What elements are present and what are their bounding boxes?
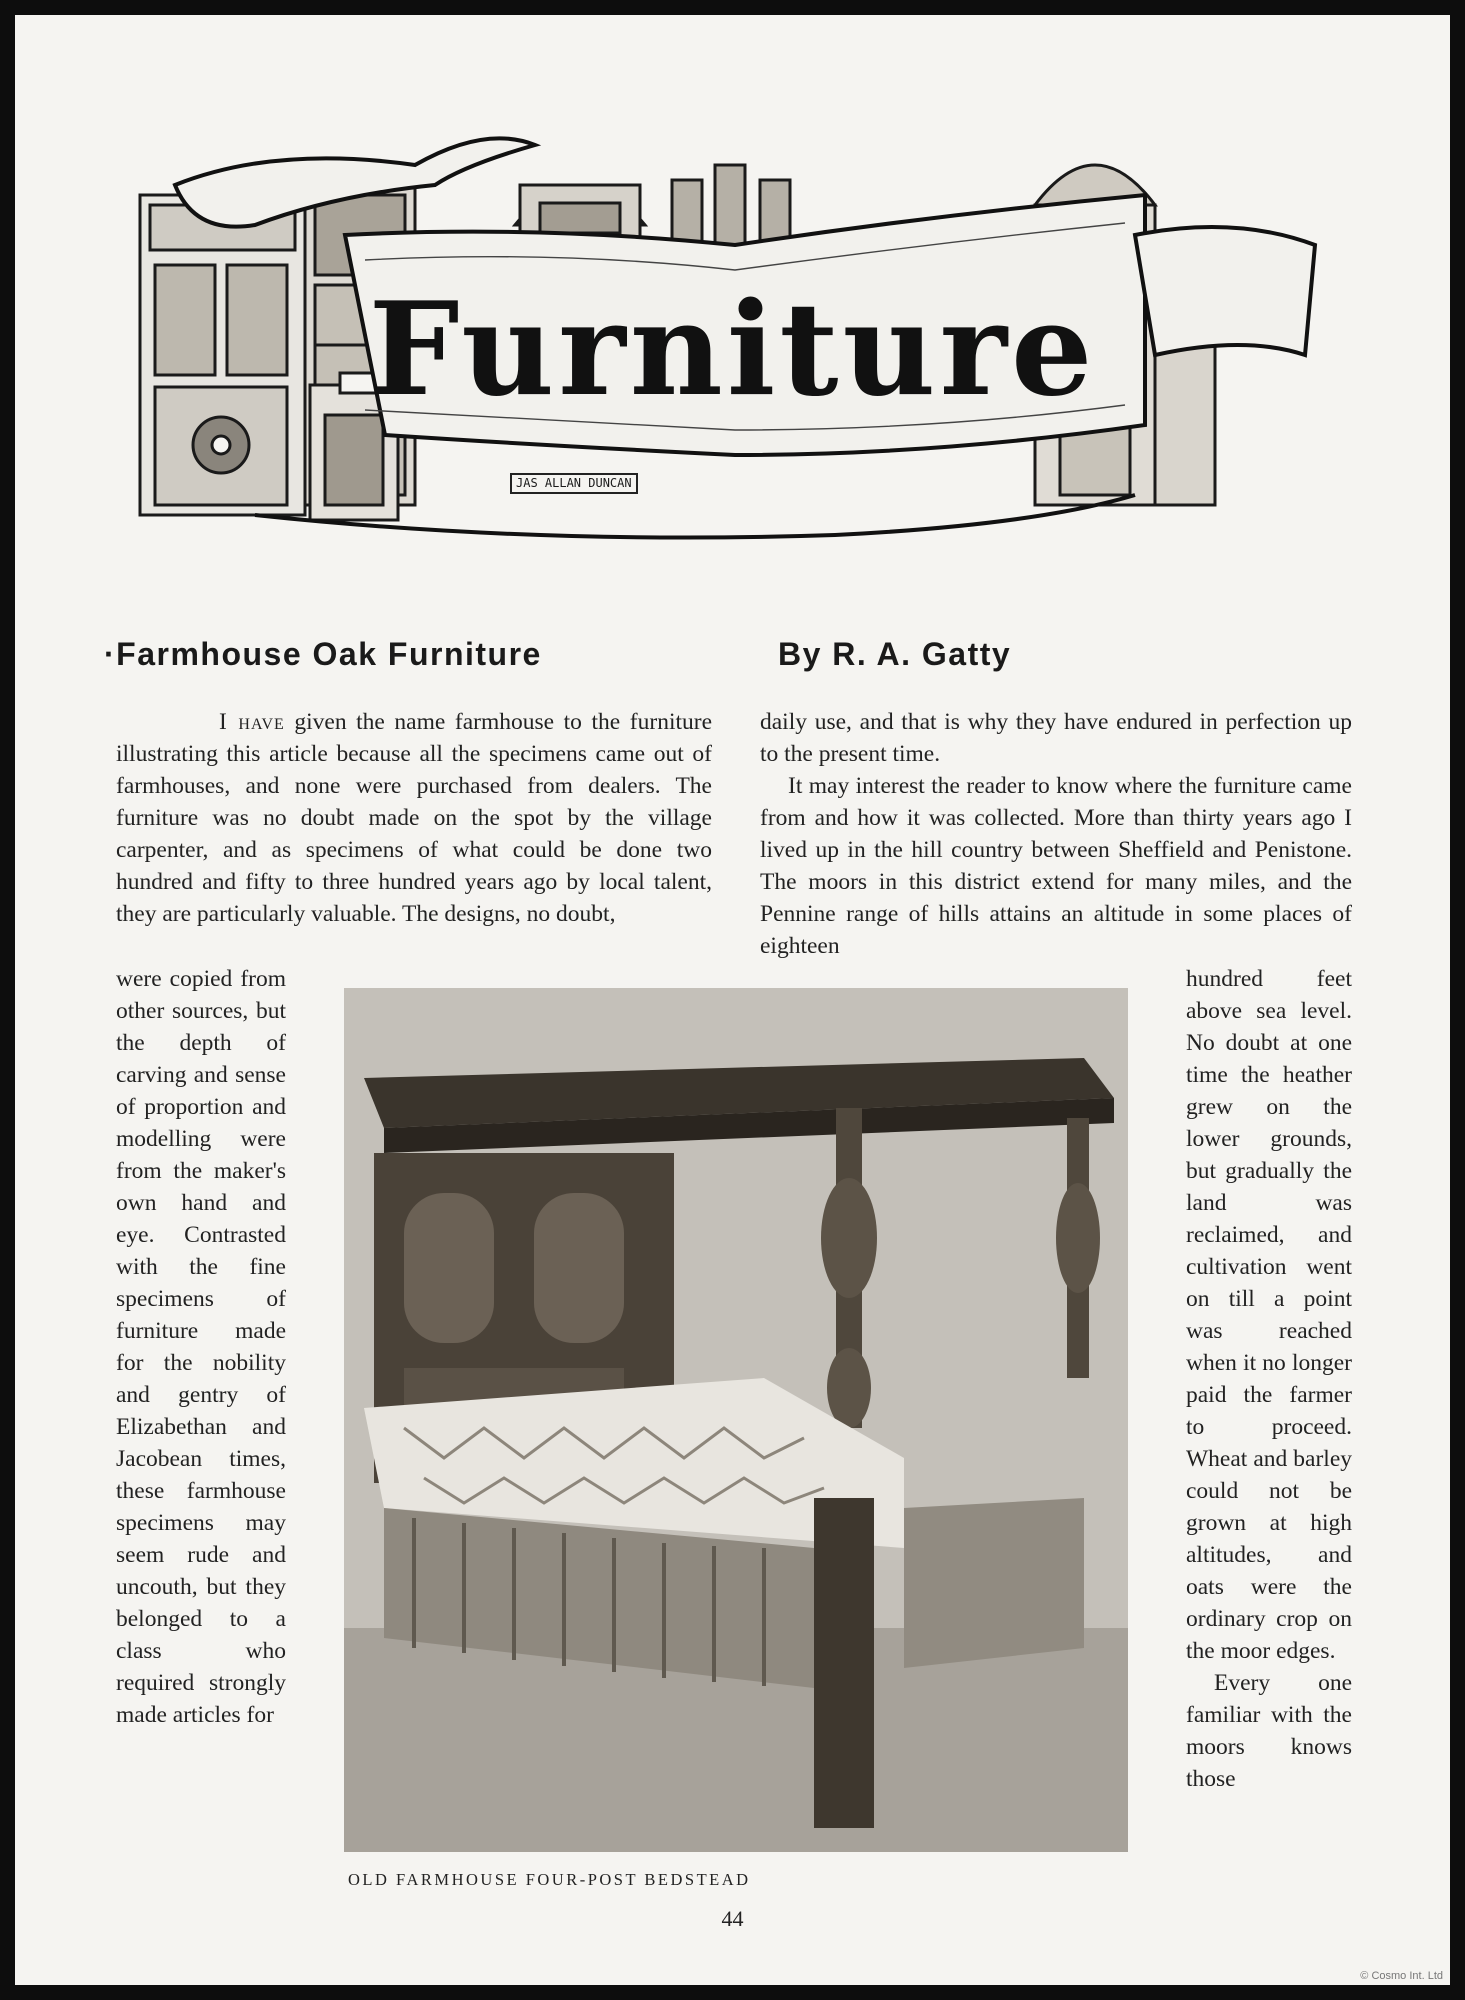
left-column-top: [116, 706, 712, 930]
banner-title: Furniture: [368, 275, 1097, 425]
four-post-bed-image: [344, 988, 1128, 1852]
right-column-top: [760, 706, 1352, 962]
paragraph: daily use, and that is why they have endured in perfection up to the present time.: [760, 709, 1352, 767]
paragraph: hundred feet above sea level. No doubt at one time the heather grew on the lower grounds, but gradually the land was reclaimed, and cultivation went on till a point was reached when it no longer paid the farmer to proceed. Wheat and barley could not be grown at high altitudes, and oats were the ordinary crop on the moor edges.: [1186, 966, 1352, 1664]
watermark: © Cosmo Int. Ltd: [1360, 1970, 1443, 1982]
bedstead-photograph: [344, 988, 1128, 1852]
furniture-header-banner: [135, 125, 1330, 555]
figure-caption: OLD FARMHOUSE FOUR-POST BEDSTEAD: [348, 1870, 751, 1889]
artist-signature: JAS ALLAN DUNCAN: [510, 473, 638, 494]
article-title: ·Farmhouse Oak Furniture: [104, 636, 542, 672]
drop-lead: I have: [219, 709, 285, 735]
paragraph: Every one familiar with the moors knows those: [1186, 1670, 1352, 1792]
article-byline: By R. A. Gatty: [778, 636, 1012, 672]
paragraph: were copied from other sources, but the depth of carving and sense of proportion and modelling were from the maker's own hand and eye. Contrasted with the fine specimens of furniture made for the nobility and gentry of Elizabethan and Jacobean times, these farmhouse specimens may seem rude and uncouth, but they belonged to a class who required strongly made articles for: [116, 966, 286, 1728]
paragraph: given the name farmhouse to the furniture illustrating this article because all the specimens came out of farmhouses, and none were purchased from dealers. The furniture was no doubt made on the spot by the village carpenter, and as specimens of what could be done two hundred and fifty to three hundred years ago by local talent, they are particularly valuable. The designs, no doubt,: [116, 709, 713, 927]
left-column-narrow: [116, 963, 286, 1731]
right-column-narrow: [1186, 963, 1352, 1795]
paragraph: It may interest the reader to know where the furniture came from and how it was collected. More than thirty years ago I lived up in the hill country between Sheffield and Penistone. The moors in this district extend for many miles, and the Pennine range of hills attains an altitude in some places of eighteen: [760, 773, 1352, 959]
page-number: 44: [721, 1906, 744, 1931]
